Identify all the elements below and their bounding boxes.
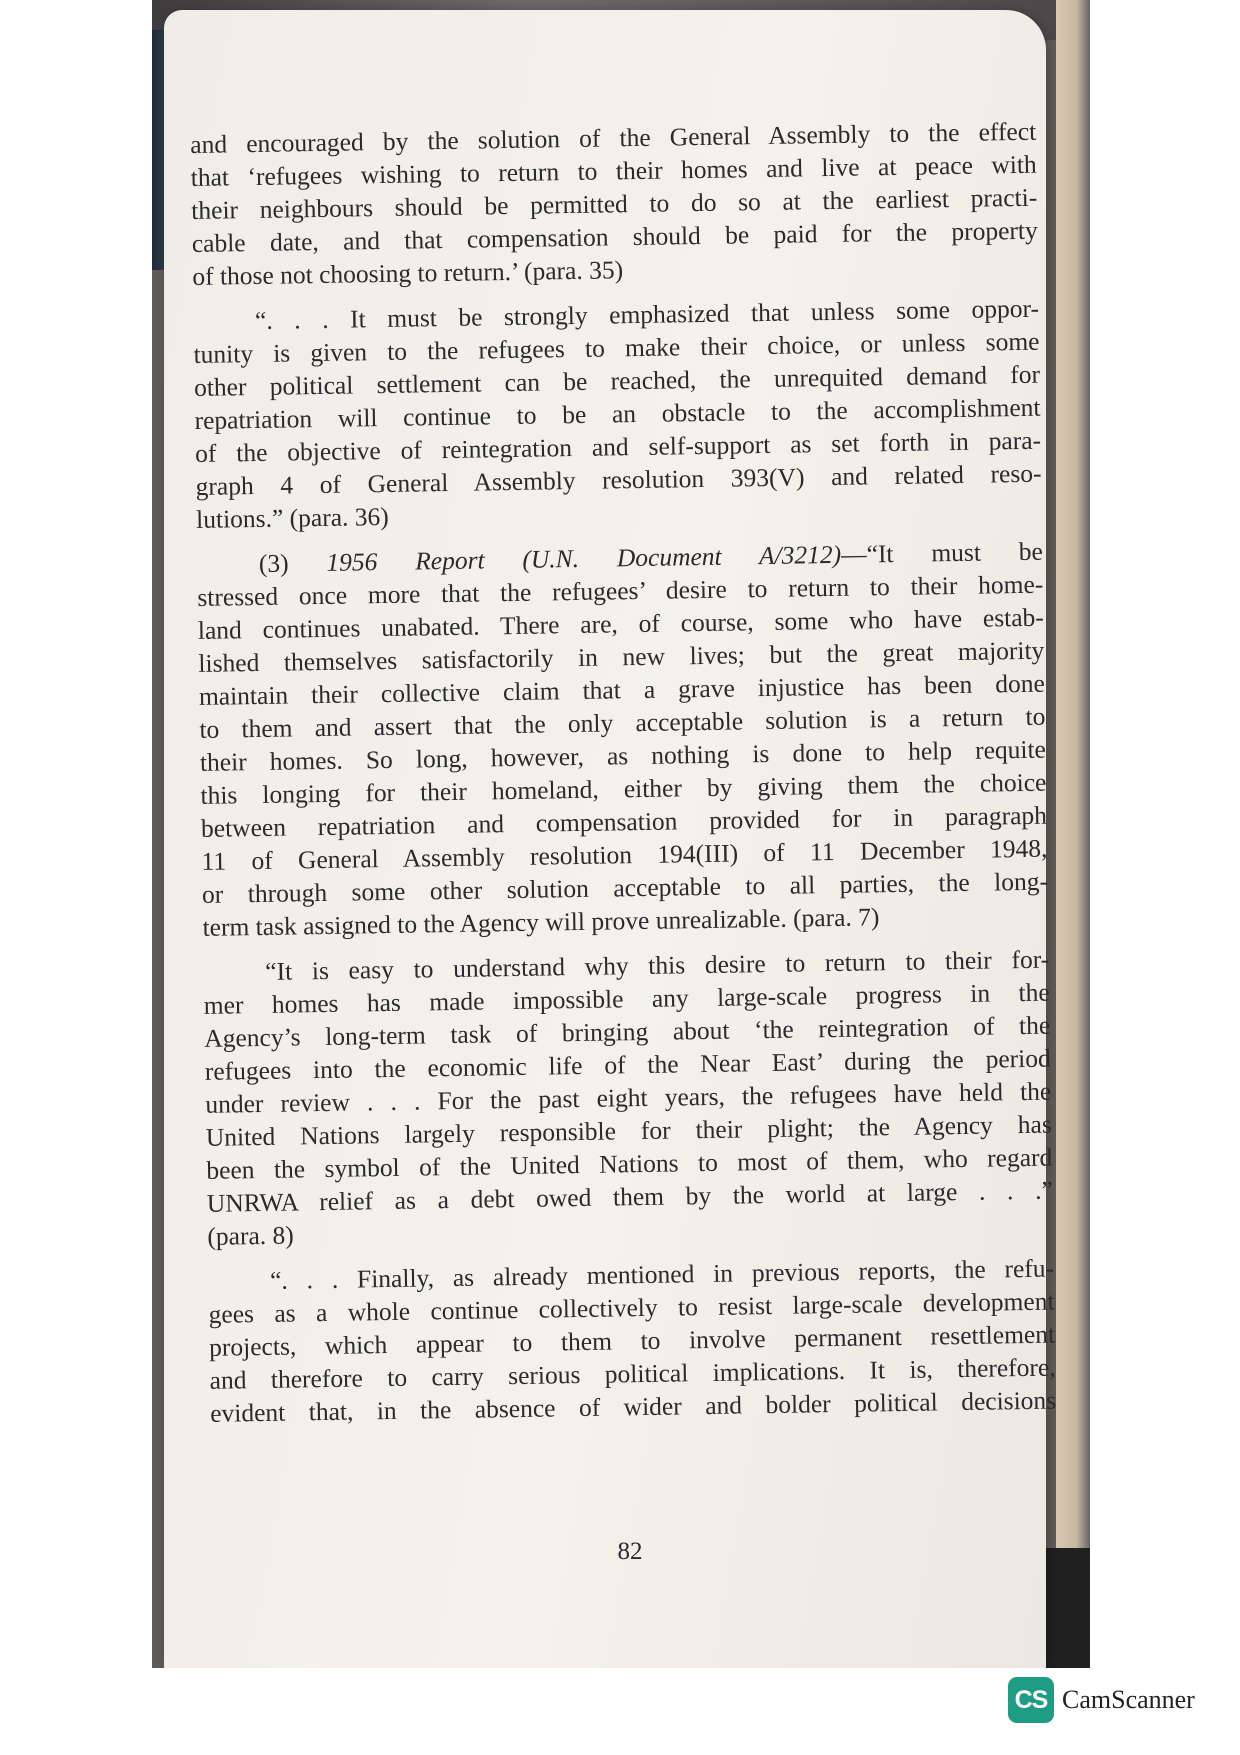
text-line: Agency’s long-term task of bringing about ‘the reintegration of the bbox=[204, 1010, 1051, 1053]
text-line: that ‘refugees wishing to return to their homes and live at peace with bbox=[190, 149, 1037, 192]
text-line: their neighbours should be permitted to do so at the earliest practi- bbox=[191, 182, 1038, 225]
text-line: between repatriation and compensation provided for in paragraph bbox=[200, 800, 1048, 843]
camscanner-watermark bbox=[1008, 1677, 1195, 1723]
camscanner-logo-icon: CS bbox=[1008, 1677, 1054, 1723]
paragraph-4 bbox=[203, 943, 1054, 1253]
text-line: “. . . It must be strongly emphasized that unless some oppor- bbox=[254, 293, 1040, 336]
text-line: “It is easy to understand why this desire to return to their for- bbox=[265, 944, 1050, 986]
camscanner-label: CamScanner bbox=[1062, 1685, 1195, 1714]
text-line: refugees into the economic life of the Near East’ during the period bbox=[204, 1043, 1051, 1086]
paragraph-5 bbox=[208, 1252, 1056, 1430]
text-line: been the symbol of the United Nations to most of them, who regard bbox=[206, 1142, 1053, 1185]
text-line: to them and assert that the only acceptable solution is a return to bbox=[199, 701, 1046, 744]
report-number: (3) bbox=[258, 547, 327, 578]
text-line: or through some other solution acceptable to all parties, the long- bbox=[201, 866, 1049, 909]
text-line: United Nations largely responsible for their plight; the Agency has bbox=[205, 1109, 1052, 1152]
text-line: of those not choosing to return.’ (para. 35) bbox=[192, 255, 624, 291]
page-number: 82 bbox=[617, 1538, 643, 1565]
text-line: under review . . . For the past eight years, the refugees have held the bbox=[205, 1076, 1052, 1119]
paragraph-1 bbox=[190, 115, 1038, 293]
text-line: this longing for their homeland, either by giving them the choice bbox=[200, 767, 1047, 810]
text-line: tunity is given to the refugees to make their choice, or unless some bbox=[193, 326, 1040, 369]
text-line: stressed once more that the refugees’ desire to return to their home- bbox=[197, 569, 1044, 612]
text-line: their homes. So long, however, as nothing is done to help requite bbox=[199, 734, 1047, 777]
report-title: 1956 Report (U.N. Document A/3212) bbox=[326, 539, 842, 577]
text-line: of the objective of reintegration and self-support as set forth in para- bbox=[194, 425, 1042, 468]
text-line: 11 of General Assembly resolution 194(III) of 11 December 1948, bbox=[201, 833, 1048, 876]
text-line: repatriation will continue to be an obstacle to the accomplishment bbox=[194, 392, 1041, 435]
text-line: (para. 8) bbox=[207, 1220, 295, 1251]
text-line: and therefore to carry serious political implications. It is, therefore, bbox=[209, 1352, 1056, 1395]
text-line: lished themselves satisfactorily in new lives; but the great majority bbox=[198, 635, 1045, 678]
text-line: maintain their collective claim that a grave injustice has been done bbox=[198, 668, 1046, 711]
paragraph-3 bbox=[197, 535, 1049, 944]
page-text bbox=[190, 115, 1057, 1442]
text-line: “. . . Finally, as already mentioned in previous reports, the refu- bbox=[269, 1253, 1055, 1295]
text-line: UNRWA relief as a debt owed them by the world at large . . .” bbox=[206, 1175, 1054, 1218]
text-line: projects, which appear to them to involve permanent resettlement bbox=[208, 1319, 1056, 1362]
text-line: lutions.” (para. 36) bbox=[195, 501, 389, 534]
text-line: cable date, and that compensation should be paid for the property bbox=[191, 215, 1038, 258]
text-line: other political settlement can be reached, the unrequited demand for bbox=[193, 359, 1041, 402]
text-line: mer homes has made impossible any large-scale progress in the bbox=[203, 977, 1050, 1020]
text-line: land continues unabated. There are, of course, some who have estab- bbox=[197, 602, 1045, 645]
quote-start: —“It must be bbox=[840, 536, 1043, 569]
text-line: gees as a whole continue collectively to resist large-scale development bbox=[208, 1286, 1055, 1329]
text-line: term task assigned to the Agency will prove unrealizable. (para. 7) bbox=[202, 902, 880, 942]
text-line: and encouraged by the solution of the General Assembly to the effect bbox=[190, 116, 1037, 159]
page-stack-edge bbox=[1056, 0, 1090, 1668]
text-line: graph 4 of General Assembly resolution 393(V) and related reso- bbox=[195, 458, 1042, 501]
text-line: evident that, in the absence of wider and bolder political decisions bbox=[209, 1385, 1057, 1428]
paragraph-2 bbox=[193, 292, 1043, 536]
